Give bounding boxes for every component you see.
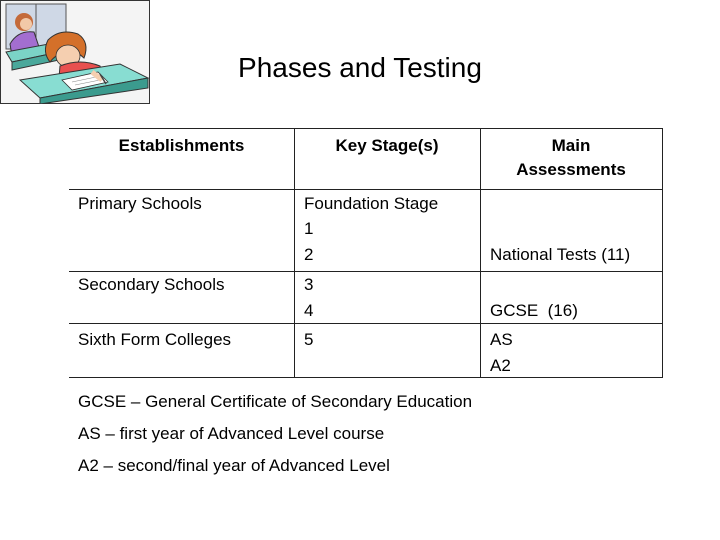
table-cell-stage: 4 [304,301,314,320]
header-establishments: Establishments [118,136,245,155]
phases-table [69,128,663,378]
table-cell-establishment: Primary Schools [78,194,202,213]
table-cell-assessment: AS [490,330,513,349]
note-gcse: GCSE – General Certificate of Secondary Education [78,392,473,411]
table-cell-stage: 5 [304,330,314,349]
note-a2: A2 – second/final year of Advanced Level [78,456,390,475]
row-divider [69,323,662,324]
header-assessments-line-2: Assessments [516,160,626,179]
page-title: Phases and Testing [238,52,482,83]
header-divider [69,189,662,190]
note-as: AS – first year of Advanced Level course [78,424,385,443]
table-cell-stage: 3 [304,275,314,294]
abbreviation-notes [78,386,472,482]
table-cell-assessment: National Tests (11) [490,245,631,264]
table-cell-establishment: Sixth Form Colleges [78,330,232,349]
table-cell-stage: 2 [304,245,314,264]
column-divider [294,129,295,377]
row-divider [69,271,662,272]
table-cell-stage: 1 [304,219,314,238]
header-main-assessments [480,134,662,182]
header-key-stages: Key Stage(s) [335,136,439,155]
table-cell-assessment: GCSE (16) [490,301,578,320]
table-cell-establishment: Secondary Schools [78,275,225,294]
table-cell-stage: Foundation Stage [304,194,439,213]
table-cell-assessment: A2 [490,356,511,375]
header-assessments-line-1: Main [551,136,591,155]
